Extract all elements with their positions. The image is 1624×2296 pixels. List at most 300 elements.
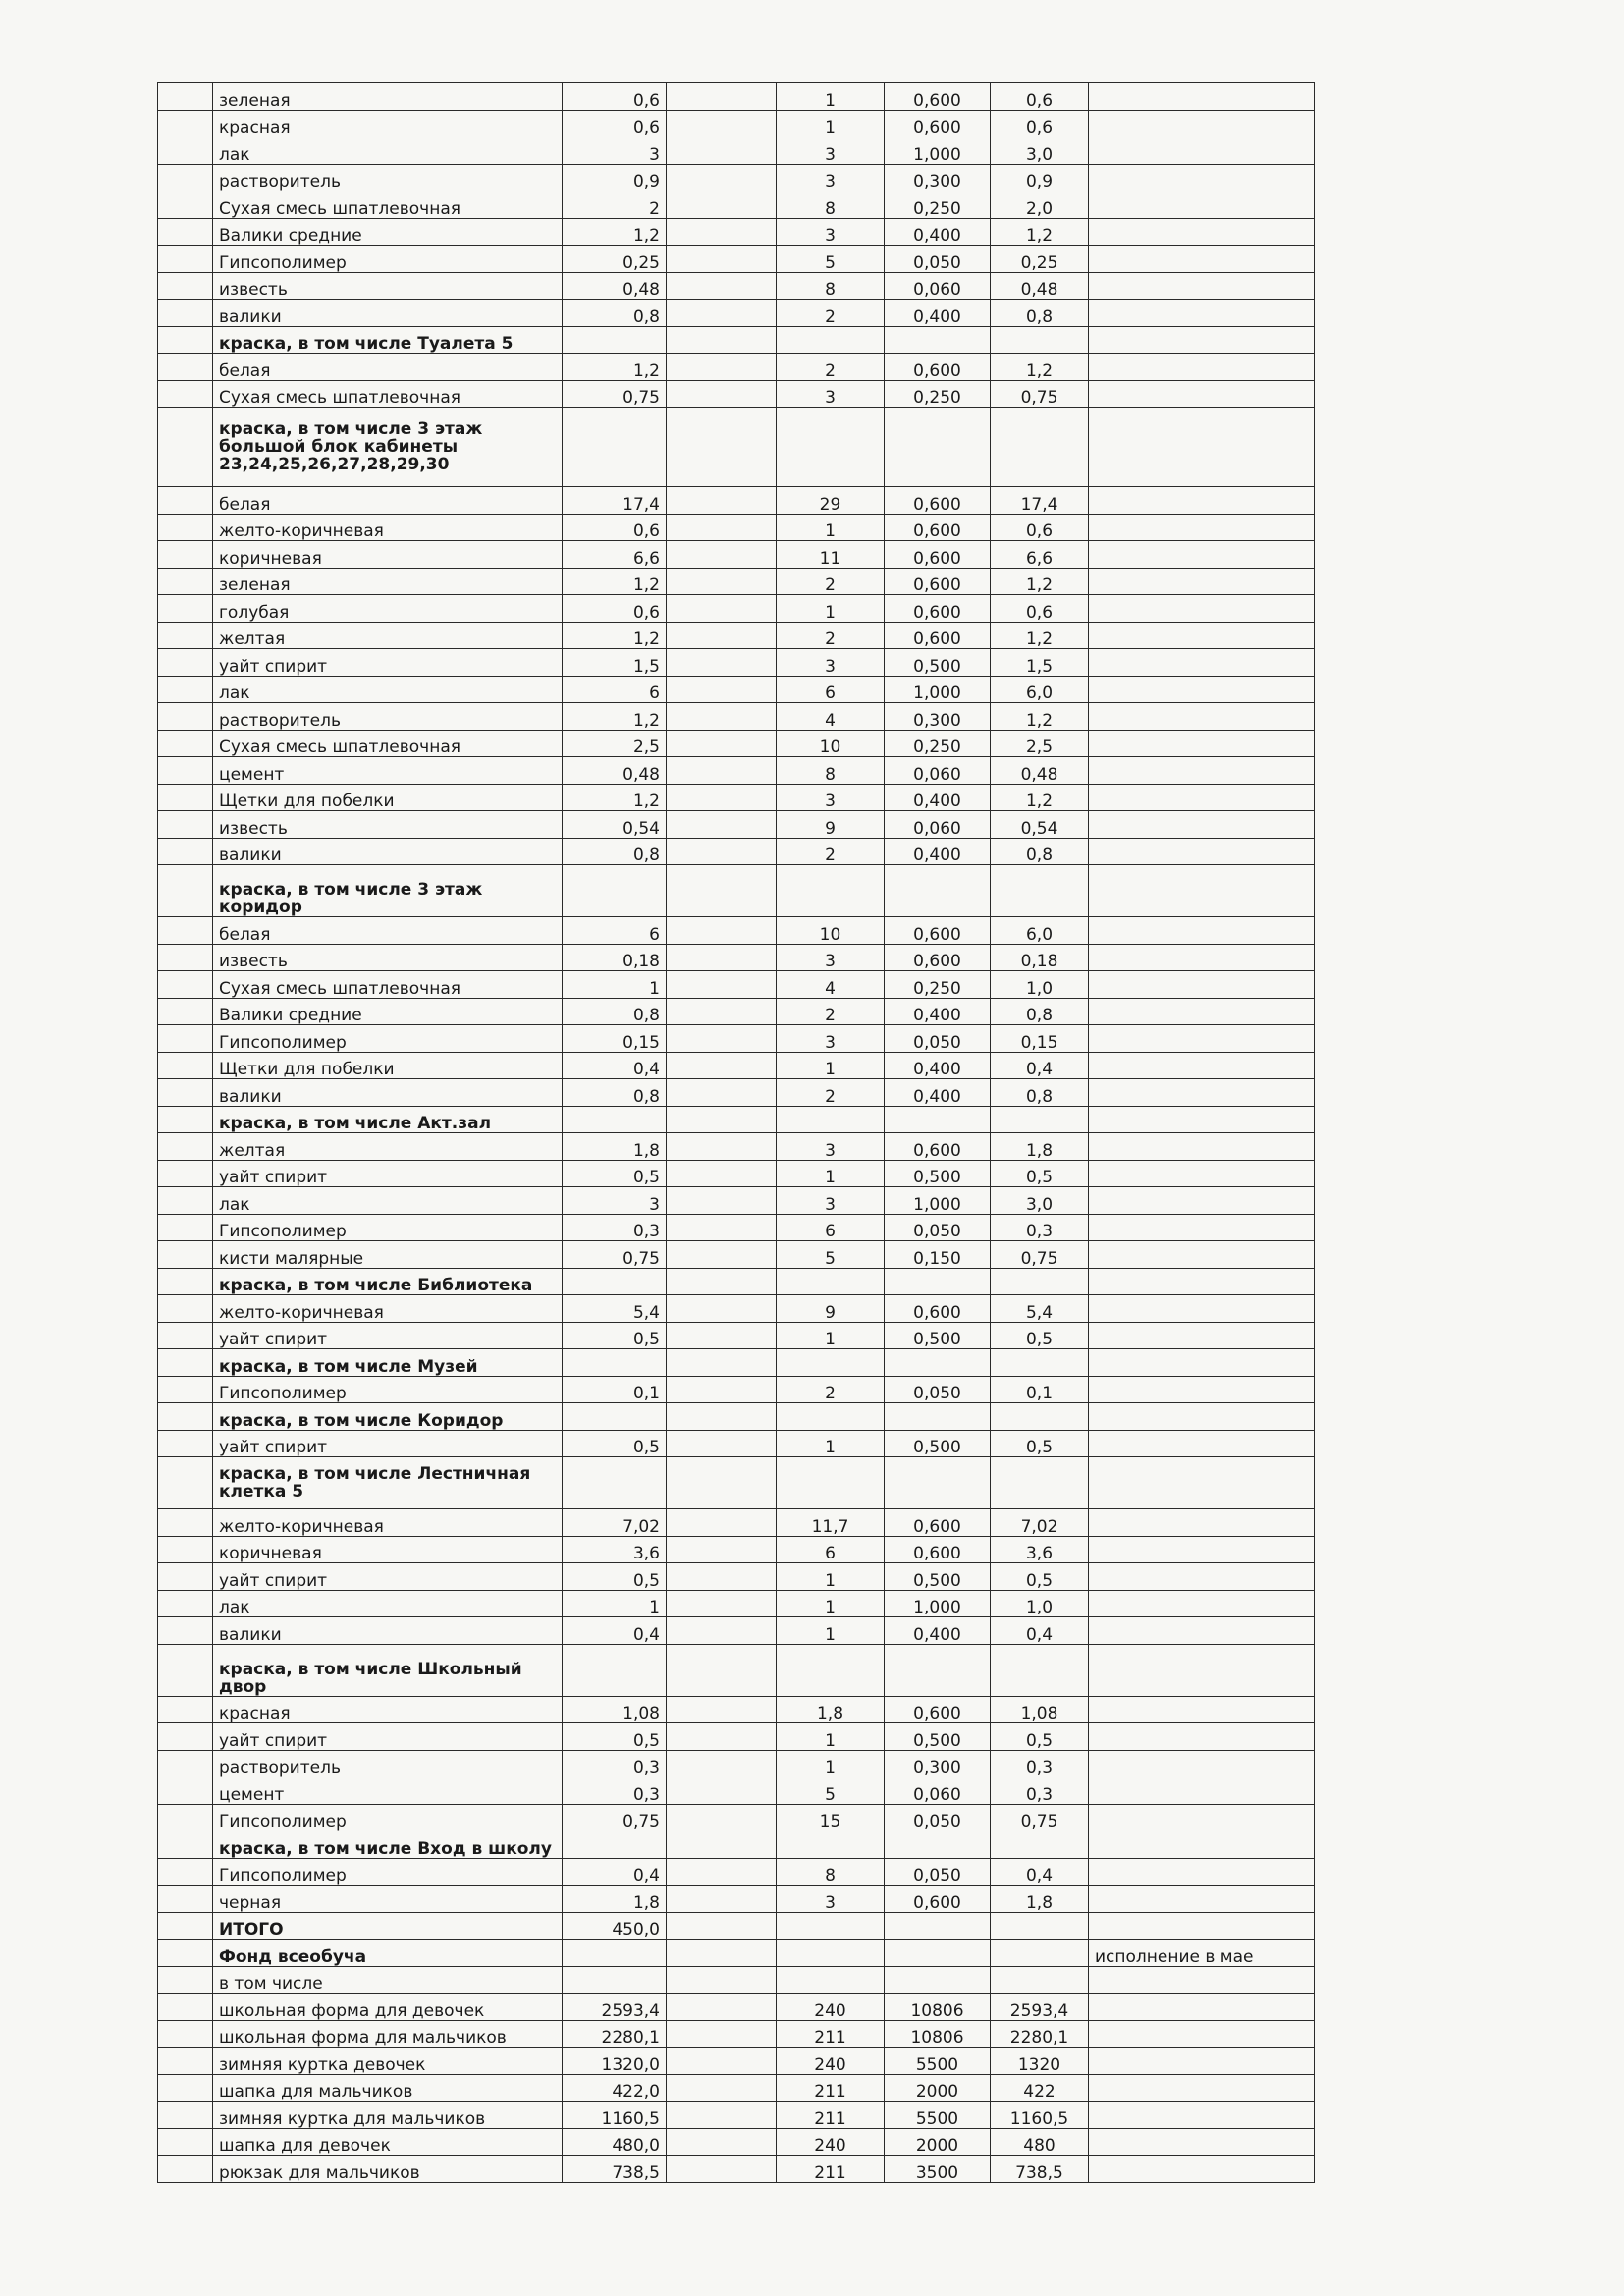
item-name-cell: растворитель <box>213 703 563 731</box>
price-cell <box>885 1349 991 1377</box>
sum-cell <box>991 1644 1089 1696</box>
amount-cell: 450,0 <box>563 1912 667 1940</box>
section-header-row <box>158 1940 1315 1967</box>
index-cell <box>158 917 213 945</box>
table-row <box>158 1322 1315 1349</box>
table-row <box>158 354 1315 381</box>
item-name-cell: Гипсополимер <box>213 246 563 273</box>
price-cell: 2000 <box>885 2074 991 2102</box>
table-row <box>158 1886 1315 1913</box>
count-cell: 1 <box>777 1160 885 1187</box>
sum-cell <box>991 1940 1089 1967</box>
note-cell <box>1089 300 1315 327</box>
spacer-cell <box>667 110 777 137</box>
spacer-cell <box>667 1187 777 1215</box>
item-name-cell: растворитель <box>213 1750 563 1777</box>
table-row <box>158 1025 1315 1053</box>
note-cell <box>1089 1160 1315 1187</box>
index-cell <box>158 1349 213 1377</box>
amount-cell: 0,75 <box>563 380 667 408</box>
amount-cell: 0,6 <box>563 514 667 541</box>
note-cell <box>1089 1052 1315 1079</box>
amount-cell <box>563 1268 667 1295</box>
price-cell: 0,400 <box>885 998 991 1025</box>
table-row <box>158 1509 1315 1537</box>
amount-cell: 2,5 <box>563 730 667 757</box>
amount-cell: 0,54 <box>563 811 667 839</box>
amount-cell: 0,8 <box>563 1079 667 1107</box>
spacer-cell <box>667 1777 777 1805</box>
spacer-cell <box>667 1696 777 1723</box>
sum-cell: 0,3 <box>991 1214 1089 1241</box>
count-cell: 1 <box>777 1322 885 1349</box>
table-row <box>158 272 1315 300</box>
price-cell: 1,000 <box>885 1187 991 1215</box>
count-cell: 8 <box>777 757 885 785</box>
amount-cell: 0,5 <box>563 1160 667 1187</box>
item-name-cell: ИТОГО <box>213 1912 563 1940</box>
sum-cell <box>991 1268 1089 1295</box>
sum-cell: 0,8 <box>991 838 1089 865</box>
note-cell <box>1089 730 1315 757</box>
spacer-cell <box>667 380 777 408</box>
price-cell: 0,060 <box>885 272 991 300</box>
count-cell: 1 <box>777 595 885 623</box>
sum-cell <box>991 1403 1089 1431</box>
amount-cell: 0,1 <box>563 1376 667 1403</box>
table-row <box>158 784 1315 811</box>
budget-sheet <box>157 82 1314 2183</box>
note-cell <box>1089 1214 1315 1241</box>
price-cell <box>885 1966 991 1994</box>
index-cell <box>158 757 213 785</box>
count-cell: 1 <box>777 1052 885 1079</box>
index-cell <box>158 1133 213 1161</box>
count-cell <box>777 1966 885 1994</box>
index-cell <box>158 838 213 865</box>
table-row <box>158 1723 1315 1751</box>
table-row <box>158 730 1315 757</box>
sum-cell: 7,02 <box>991 1509 1089 1537</box>
price-cell <box>885 1457 991 1509</box>
note-cell <box>1089 110 1315 137</box>
sum-cell: 1,2 <box>991 218 1089 246</box>
amount-cell: 17,4 <box>563 487 667 515</box>
table-row <box>158 83 1315 111</box>
price-cell: 10806 <box>885 2020 991 2048</box>
item-name-cell: рюкзак для мальчиков <box>213 2156 563 2183</box>
price-cell: 0,060 <box>885 1777 991 1805</box>
price-cell: 0,600 <box>885 568 991 595</box>
count-cell: 2 <box>777 622 885 649</box>
note-cell <box>1089 703 1315 731</box>
count-cell: 2 <box>777 568 885 595</box>
index-cell <box>158 1457 213 1509</box>
table-row <box>158 1160 1315 1187</box>
spacer-cell <box>667 1912 777 1940</box>
table-row <box>158 300 1315 327</box>
note-cell <box>1089 2102 1315 2129</box>
count-cell: 211 <box>777 2102 885 2129</box>
price-cell: 0,300 <box>885 703 991 731</box>
amount-cell: 0,6 <box>563 595 667 623</box>
sum-cell: 1,8 <box>991 1133 1089 1161</box>
price-cell <box>885 1106 991 1133</box>
spacer-cell <box>667 1457 777 1509</box>
spacer-cell <box>667 1750 777 1777</box>
table-row <box>158 1187 1315 1215</box>
price-cell: 0,500 <box>885 1160 991 1187</box>
spacer-cell <box>667 971 777 999</box>
note-cell <box>1089 1349 1315 1377</box>
note-cell <box>1089 1430 1315 1457</box>
table-row <box>158 1241 1315 1269</box>
table-row <box>158 1376 1315 1403</box>
note-cell <box>1089 218 1315 246</box>
note-cell <box>1089 622 1315 649</box>
section-header-row <box>158 1644 1315 1696</box>
amount-cell: 1,2 <box>563 784 667 811</box>
index-cell <box>158 1268 213 1295</box>
table-row <box>158 1214 1315 1241</box>
spacer-cell <box>667 487 777 515</box>
count-cell: 1 <box>777 1750 885 1777</box>
spacer-cell <box>667 1160 777 1187</box>
item-name-cell: уайт спирит <box>213 1160 563 1187</box>
count-cell <box>777 326 885 354</box>
index-cell <box>158 1563 213 1591</box>
count-cell <box>777 408 885 487</box>
sum-cell: 0,6 <box>991 110 1089 137</box>
index-cell <box>158 1723 213 1751</box>
spacer-cell <box>667 838 777 865</box>
item-name-cell: шапка для мальчиков <box>213 2074 563 2102</box>
table-row <box>158 191 1315 219</box>
index-cell <box>158 1966 213 1994</box>
sum-cell <box>991 1457 1089 1509</box>
index-cell <box>158 2102 213 2129</box>
sum-cell: 1,0 <box>991 971 1089 999</box>
spacer-cell <box>667 1322 777 1349</box>
note-cell <box>1089 1106 1315 1133</box>
amount-cell: 1,08 <box>563 1696 667 1723</box>
sum-cell: 6,0 <box>991 676 1089 703</box>
note-cell <box>1089 595 1315 623</box>
note-cell <box>1089 1376 1315 1403</box>
item-name-cell: краска, в том числе Музей <box>213 1349 563 1377</box>
index-cell <box>158 971 213 999</box>
price-cell: 0,400 <box>885 1052 991 1079</box>
sum-cell: 480 <box>991 2128 1089 2156</box>
note-cell <box>1089 568 1315 595</box>
sum-cell: 0,9 <box>991 164 1089 191</box>
count-cell: 5 <box>777 1241 885 1269</box>
spacer-cell <box>667 541 777 569</box>
price-cell: 0,150 <box>885 1241 991 1269</box>
index-cell <box>158 514 213 541</box>
spacer-cell <box>667 137 777 165</box>
index-cell <box>158 1590 213 1617</box>
price-cell <box>885 1644 991 1696</box>
amount-cell: 0,9 <box>563 164 667 191</box>
count-cell <box>777 1349 885 1377</box>
count-cell <box>777 1268 885 1295</box>
spacer-cell <box>667 191 777 219</box>
index-cell <box>158 1376 213 1403</box>
count-cell: 3 <box>777 218 885 246</box>
count-cell: 3 <box>777 1025 885 1053</box>
count-cell: 2 <box>777 300 885 327</box>
count-cell <box>777 1457 885 1509</box>
table-row <box>158 2156 1315 2183</box>
sum-cell: 0,5 <box>991 1723 1089 1751</box>
note-cell <box>1089 137 1315 165</box>
spacer-cell <box>667 1430 777 1457</box>
note-cell <box>1089 1079 1315 1107</box>
sum-cell: 422 <box>991 2074 1089 2102</box>
index-cell <box>158 703 213 731</box>
index-cell <box>158 1214 213 1241</box>
sum-cell: 6,0 <box>991 917 1089 945</box>
sum-cell: 0,25 <box>991 246 1089 273</box>
sum-cell: 1,2 <box>991 622 1089 649</box>
spacer-cell <box>667 1723 777 1751</box>
amount-cell: 0,4 <box>563 1858 667 1886</box>
table-row <box>158 218 1315 246</box>
spacer-cell <box>667 2074 777 2102</box>
spacer-cell <box>667 164 777 191</box>
count-cell: 4 <box>777 703 885 731</box>
note-cell <box>1089 1804 1315 1831</box>
index-cell <box>158 1079 213 1107</box>
count-cell: 3 <box>777 380 885 408</box>
index-cell <box>158 1403 213 1431</box>
index-cell <box>158 2048 213 2075</box>
amount-cell: 0,18 <box>563 944 667 971</box>
amount-cell: 0,5 <box>563 1723 667 1751</box>
item-name-cell: краска, в том числе Туалета 5 <box>213 326 563 354</box>
item-name-cell: растворитель <box>213 164 563 191</box>
item-name-cell: известь <box>213 944 563 971</box>
note-cell <box>1089 83 1315 111</box>
amount-cell <box>563 1966 667 1994</box>
count-cell: 2 <box>777 838 885 865</box>
amount-cell <box>563 1349 667 1377</box>
spacer-cell <box>667 408 777 487</box>
count-cell: 2 <box>777 1376 885 1403</box>
price-cell <box>885 1831 991 1859</box>
price-cell: 0,600 <box>885 1295 991 1323</box>
price-cell: 0,250 <box>885 380 991 408</box>
amount-cell: 3,6 <box>563 1536 667 1563</box>
index-cell <box>158 1858 213 1886</box>
sum-cell: 0,8 <box>991 300 1089 327</box>
table-row <box>158 944 1315 971</box>
amount-cell <box>563 1940 667 1967</box>
section-header-row <box>158 1403 1315 1431</box>
index-cell <box>158 730 213 757</box>
count-cell: 2 <box>777 354 885 381</box>
price-cell: 0,400 <box>885 784 991 811</box>
count-cell: 1 <box>777 1563 885 1591</box>
count-cell <box>777 1912 885 1940</box>
count-cell <box>777 1940 885 1967</box>
item-name-cell: желто-коричневая <box>213 1295 563 1323</box>
amount-cell: 2 <box>563 191 667 219</box>
sum-cell: 0,3 <box>991 1750 1089 1777</box>
price-cell: 0,600 <box>885 917 991 945</box>
price-cell: 0,250 <box>885 191 991 219</box>
note-cell <box>1089 1403 1315 1431</box>
table-row <box>158 1804 1315 1831</box>
spacer-cell <box>667 595 777 623</box>
index-cell <box>158 649 213 677</box>
note-cell <box>1089 757 1315 785</box>
sum-cell: 2593,4 <box>991 1994 1089 2021</box>
amount-cell <box>563 1457 667 1509</box>
sum-cell: 0,54 <box>991 811 1089 839</box>
item-name-cell: школьная форма для девочек <box>213 1994 563 2021</box>
amount-cell: 0,25 <box>563 246 667 273</box>
sum-cell: 5,4 <box>991 1295 1089 1323</box>
note-cell <box>1089 408 1315 487</box>
amount-cell: 0,75 <box>563 1241 667 1269</box>
sum-cell <box>991 1831 1089 1859</box>
note-cell <box>1089 2128 1315 2156</box>
count-cell: 1,8 <box>777 1696 885 1723</box>
sum-cell: 2280,1 <box>991 2020 1089 2048</box>
sum-cell <box>991 1349 1089 1377</box>
sum-cell: 0,3 <box>991 1777 1089 1805</box>
spacer-cell <box>667 1295 777 1323</box>
amount-cell: 0,3 <box>563 1777 667 1805</box>
amount-cell: 0,4 <box>563 1617 667 1645</box>
index-cell <box>158 191 213 219</box>
spacer-cell <box>667 1133 777 1161</box>
note-cell <box>1089 2048 1315 2075</box>
item-name-cell: шапка для девочек <box>213 2128 563 2156</box>
amount-cell: 0,15 <box>563 1025 667 1053</box>
section-header-row <box>158 408 1315 487</box>
price-cell: 0,600 <box>885 1133 991 1161</box>
amount-cell: 2280,1 <box>563 2020 667 2048</box>
item-name-cell: уайт спирит <box>213 1322 563 1349</box>
amount-cell: 0,8 <box>563 838 667 865</box>
table-row <box>158 1052 1315 1079</box>
index-cell <box>158 811 213 839</box>
table-row <box>158 2074 1315 2102</box>
table-row <box>158 2102 1315 2129</box>
count-cell: 29 <box>777 487 885 515</box>
sum-cell: 0,5 <box>991 1430 1089 1457</box>
item-name-cell: белая <box>213 917 563 945</box>
item-name-cell: коричневая <box>213 541 563 569</box>
count-cell <box>777 1403 885 1431</box>
item-name-cell: Щетки для побелки <box>213 1052 563 1079</box>
note-cell <box>1089 2156 1315 2183</box>
section-header-row <box>158 326 1315 354</box>
index-cell <box>158 944 213 971</box>
index-cell <box>158 1777 213 1805</box>
spacer-cell <box>667 811 777 839</box>
index-cell <box>158 1025 213 1053</box>
note-cell <box>1089 246 1315 273</box>
item-name-cell: желтая <box>213 622 563 649</box>
note-cell <box>1089 838 1315 865</box>
count-cell: 11 <box>777 541 885 569</box>
table-row <box>158 2048 1315 2075</box>
note-cell <box>1089 541 1315 569</box>
item-name-cell: Гипсополимер <box>213 1214 563 1241</box>
count-cell: 6 <box>777 1214 885 1241</box>
spacer-cell <box>667 757 777 785</box>
table-row <box>158 811 1315 839</box>
table-row <box>158 1696 1315 1723</box>
item-name-cell: уайт спирит <box>213 1563 563 1591</box>
note-cell <box>1089 1536 1315 1563</box>
spacer-cell <box>667 1268 777 1295</box>
spacer-cell <box>667 649 777 677</box>
count-cell <box>777 865 885 917</box>
item-name-cell: краска, в том числе 3 этаж коридор <box>213 865 563 917</box>
amount-cell: 0,3 <box>563 1214 667 1241</box>
count-cell <box>777 1644 885 1696</box>
index-cell <box>158 676 213 703</box>
price-cell: 0,500 <box>885 1430 991 1457</box>
count-cell: 1 <box>777 1617 885 1645</box>
item-name-cell: краска, в том числе Акт.зал <box>213 1106 563 1133</box>
sum-cell: 0,75 <box>991 1241 1089 1269</box>
item-name-cell: Гипсополимер <box>213 1376 563 1403</box>
sum-cell: 0,4 <box>991 1617 1089 1645</box>
sum-cell: 1,0 <box>991 1590 1089 1617</box>
note-cell <box>1089 164 1315 191</box>
index-cell <box>158 1644 213 1696</box>
table-row <box>158 514 1315 541</box>
index-cell <box>158 998 213 1025</box>
spacer-cell <box>667 1644 777 1696</box>
note-cell <box>1089 649 1315 677</box>
item-name-cell: краска, в том числе Вход в школу <box>213 1831 563 1859</box>
item-name-cell: черная <box>213 1886 563 1913</box>
item-name-cell: валики <box>213 300 563 327</box>
count-cell: 10 <box>777 730 885 757</box>
index-cell <box>158 541 213 569</box>
amount-cell: 1,5 <box>563 649 667 677</box>
amount-cell: 1320,0 <box>563 2048 667 2075</box>
note-cell <box>1089 1617 1315 1645</box>
sum-cell: 1,08 <box>991 1696 1089 1723</box>
sum-cell <box>991 1106 1089 1133</box>
index-cell <box>158 1617 213 1645</box>
item-name-cell: уайт спирит <box>213 1723 563 1751</box>
price-cell: 0,300 <box>885 164 991 191</box>
index-cell <box>158 218 213 246</box>
amount-cell: 422,0 <box>563 2074 667 2102</box>
count-cell: 1 <box>777 1590 885 1617</box>
index-cell <box>158 110 213 137</box>
sum-cell: 6,6 <box>991 541 1089 569</box>
count-cell: 3 <box>777 1187 885 1215</box>
index-cell <box>158 2074 213 2102</box>
spacer-cell <box>667 326 777 354</box>
item-name-cell: краска, в том числе Библиотека <box>213 1268 563 1295</box>
count-cell: 8 <box>777 272 885 300</box>
note-cell <box>1089 1750 1315 1777</box>
spacer-cell <box>667 1831 777 1859</box>
index-cell <box>158 83 213 111</box>
price-cell: 0,400 <box>885 1079 991 1107</box>
